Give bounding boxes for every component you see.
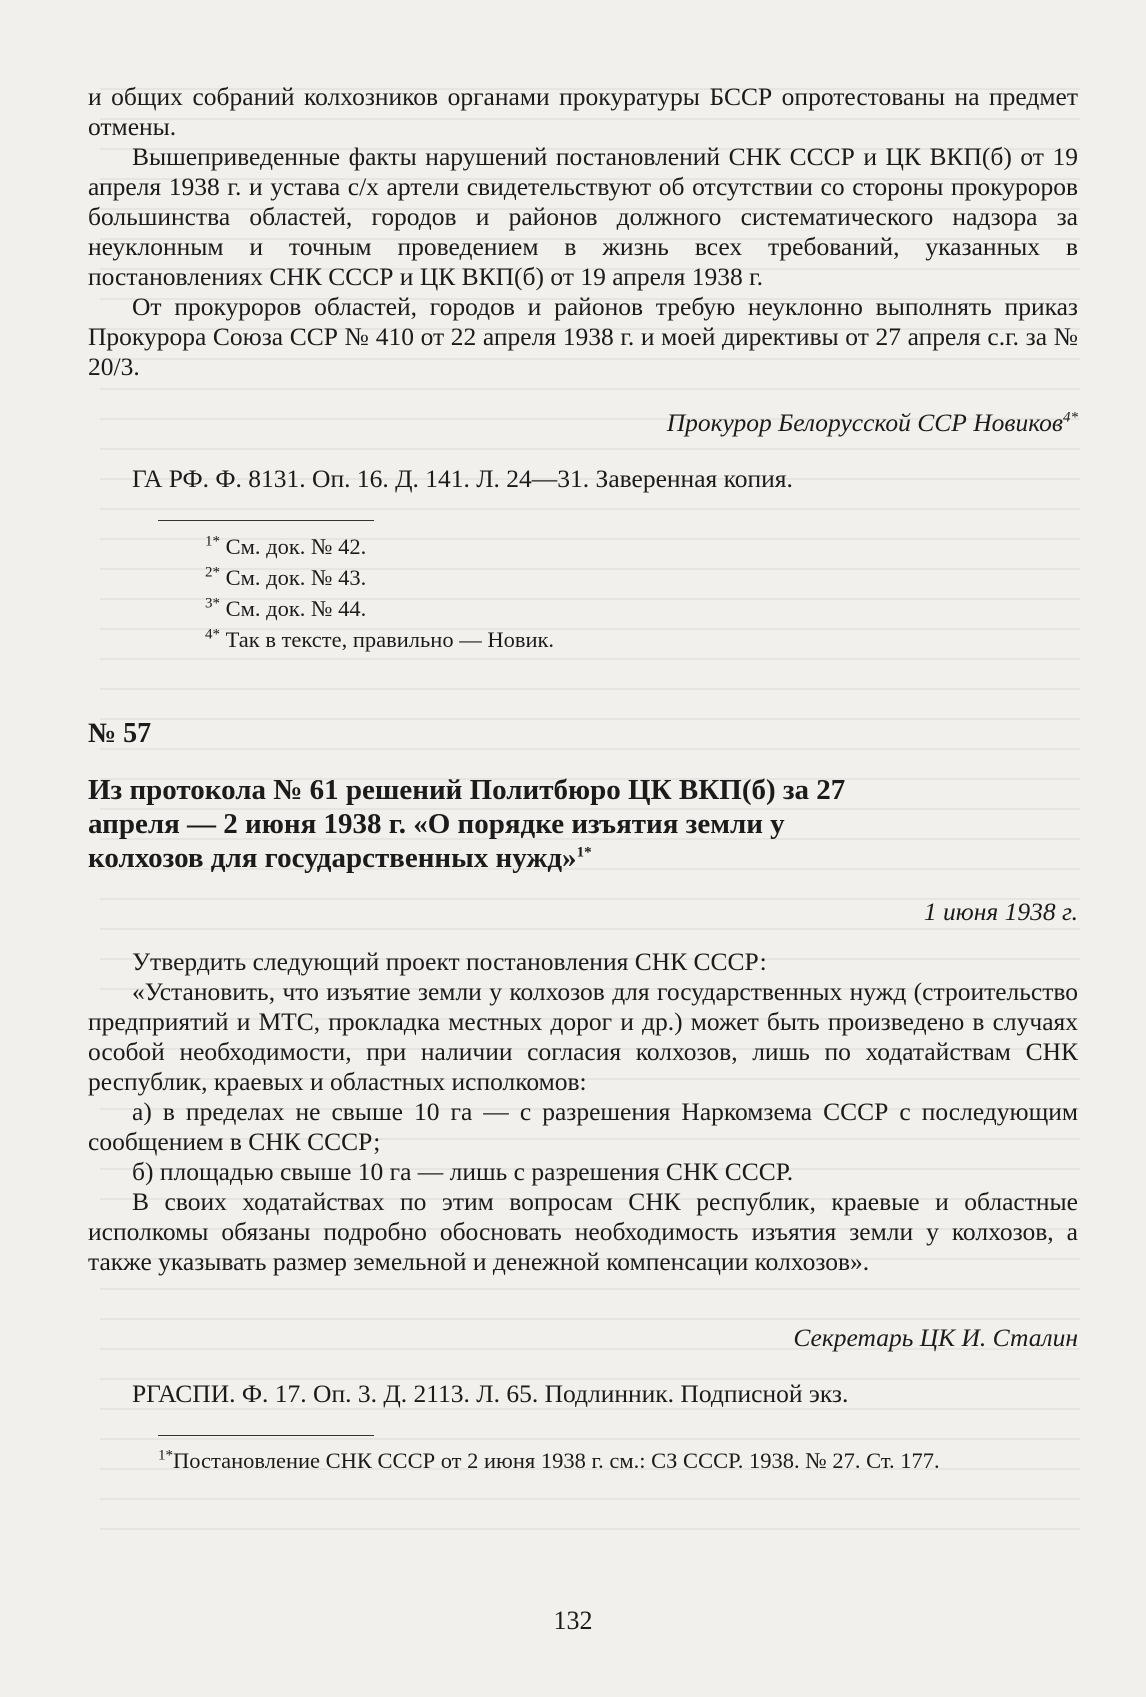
signature-prosecutor — [88, 408, 1078, 438]
paragraph-petitions: В своих ходатайствах по этим вопросам СНК республик, краевые и областные исполкомы обязаны подробно обосновать необходимость изъятия земли у колхозов, а также указывать размер земельной и денежной компенсации колхозов». — [88, 1187, 1078, 1276]
footnote-mark: 3* — [205, 595, 220, 612]
document-date: 1 июня 1938 г. — [923, 897, 1078, 926]
footnote-text: Так в тексте, правильно — Новик. — [225, 627, 555, 652]
footnote-text: См. док. № 42. — [225, 534, 367, 559]
footnote-ref: 1* — [576, 844, 592, 861]
footnote-item — [205, 531, 1078, 562]
document-title-text: Из протокола № 61 решений Политбюро ЦК ВКП(б) за 27 апреля — 2 июня 1938 г. «О порядке изъятия земли у колхозов для государственных нужд» — [88, 774, 846, 874]
document-number: № 57 — [88, 718, 152, 749]
footnote-mark: 1* — [205, 533, 220, 550]
footnote-text: См. док. № 43. — [225, 565, 367, 590]
signature-text: Прокурор Белорусской ССР Новиков — [666, 408, 1063, 437]
page-number: 132 — [553, 1606, 593, 1635]
archive-reference-2: РГАСПИ. Ф. 17. Оп. 3. Д. 2113. Л. 65. Подлинник. Подписной экз. — [132, 1379, 849, 1408]
paragraph-3: От прокуроров областей, городов и районов требую неуклонно выполнять приказ Прокурора Союза ССР № 410 от 22 апреля 1938 г. и моей директивы от 27 апреля с.г. за № 20/3. — [88, 292, 1078, 381]
footnote-item — [205, 562, 1078, 593]
archive-reference: ГА РФ. Ф. 8131. Оп. 16. Д. 141. Л. 24—31. Заверенная копия. — [132, 464, 793, 493]
footnotes — [88, 531, 1078, 655]
footnote-item — [205, 624, 1078, 655]
footnote-mark: 2* — [205, 564, 220, 581]
footnote-ref: 4* — [1063, 409, 1078, 426]
paragraph-item-b: б) площадью свыше 10 га — лишь с разрешения СНК СССР. — [132, 1157, 794, 1186]
paragraph-approve: Утвердить следующий проект постановления СНК СССР: — [132, 947, 767, 976]
paragraph-1: и общих собраний колхозников органами прокуратуры БССР опротестованы на предмет отмены. — [88, 82, 1078, 141]
footnote-mark: 1* — [158, 1447, 173, 1464]
footnote-text: См. док. № 44. — [225, 596, 367, 621]
footnote-mark: 4* — [205, 626, 220, 643]
document-body — [88, 947, 1078, 1277]
paragraph-establish: «Установить, что изъятие земли у колхозов для государственных нужд (строительство предприятий и МТС, прокладка местных дорог и др.) может быть произведено в случаях особой необходимости, при наличии согласия колхозов, лишь по ходатайствам СНК республик, краевых и областных исполкомов: — [88, 977, 1078, 1096]
footnote-item — [205, 593, 1078, 624]
document-page — [88, 82, 1078, 1476]
footnote-divider-2 — [158, 1435, 374, 1436]
footnote-text: Постановление СНК СССР от 2 июня 1938 г. см.: СЗ СССР. 1938. № 27. Ст. 177. — [173, 1448, 940, 1473]
paragraph-2: Вышеприведенные факты нарушений постановлений СНК СССР и ЦК ВКП(б) от 19 апреля 1938 г. и устава с/х артели свидетельствуют об отсутствии со стороны прокуроров большинства областей, городов и районов должного систематического надзора за неуклонным и точным проведением в жизнь всех требований, указанных в постановлениях СНК СССР и ЦК ВКП(б) от 19 апреля 1938 г. — [88, 142, 1078, 291]
document-title — [88, 773, 848, 875]
footnote-2 — [88, 1446, 1078, 1476]
signature-secretary: Секретарь ЦК И. Сталин — [793, 1323, 1078, 1352]
paragraph-item-a: а) в пределах не свыше 10 га — с разрешения Наркомзема СССР с последующим сообщением в СНК СССР; — [88, 1097, 1078, 1156]
footnote-divider — [158, 520, 374, 521]
